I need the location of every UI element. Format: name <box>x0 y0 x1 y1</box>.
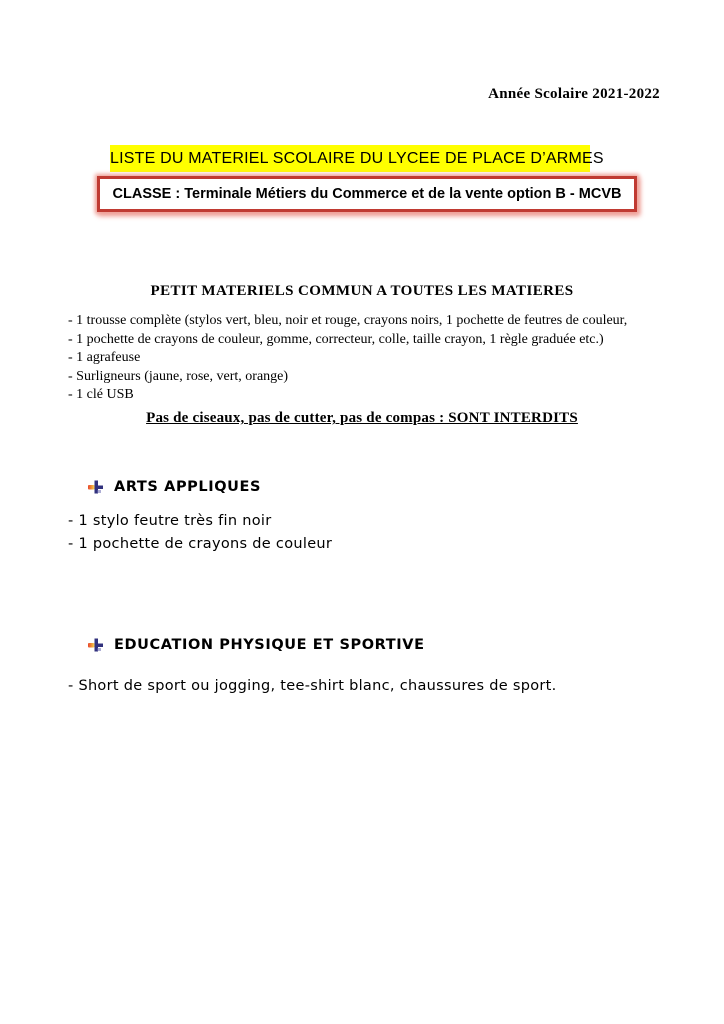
section-heading-eps <box>88 637 425 653</box>
document-title: LISTE DU MATERIEL SCOLAIRE DU LYCEE DE PLACE D’ARMES <box>110 145 590 172</box>
list-item: - 1 trousse complète (stylos vert, bleu, noir et rouge, crayons noirs, 1 pochette de feutres de couleur, <box>68 313 628 328</box>
section-heading-label: ARTS APPLIQUES <box>114 479 262 495</box>
arts-items-list <box>68 510 332 556</box>
eps-items-list <box>68 675 557 698</box>
list-item: - 1 stylo feutre très fin noir <box>68 513 272 529</box>
list-item: - Surligneurs (jaune, rose, vert, orange) <box>68 368 289 384</box>
arrow-bullet-icon <box>88 480 104 494</box>
section-heading-arts-appliques <box>88 479 261 495</box>
forbidden-items-warning: Pas de ciseaux, pas de cutter, pas de compas : SONT INTERDITS <box>146 410 578 426</box>
common-section-heading: PETIT MATERIELS COMMUN A TOUTES LES MATIERES <box>150 283 574 299</box>
class-box <box>97 176 637 212</box>
list-item: - Short de sport ou jogging, tee-shirt blanc, chaussures de sport. <box>68 678 557 694</box>
school-year-label: Année Scolaire 2021-2022 <box>488 86 660 102</box>
section-heading-label: EDUCATION PHYSIQUE ET SPORTIVE <box>114 637 425 653</box>
class-label: CLASSE : Terminale Métiers du Commerce et de la vente option B - MCVB <box>112 186 622 202</box>
list-item: - 1 clé USB <box>68 387 134 403</box>
list-item: - 1 pochette de crayons de couleur <box>68 536 333 552</box>
list-item: - 1 pochette de crayons de couleur, gomme, correcteur, colle, taille crayon, 1 règle graduée etc.) <box>68 331 604 347</box>
arrow-bullet-icon <box>88 638 104 652</box>
common-items-list <box>68 312 627 405</box>
list-item: - 1 agrafeuse <box>68 350 141 366</box>
